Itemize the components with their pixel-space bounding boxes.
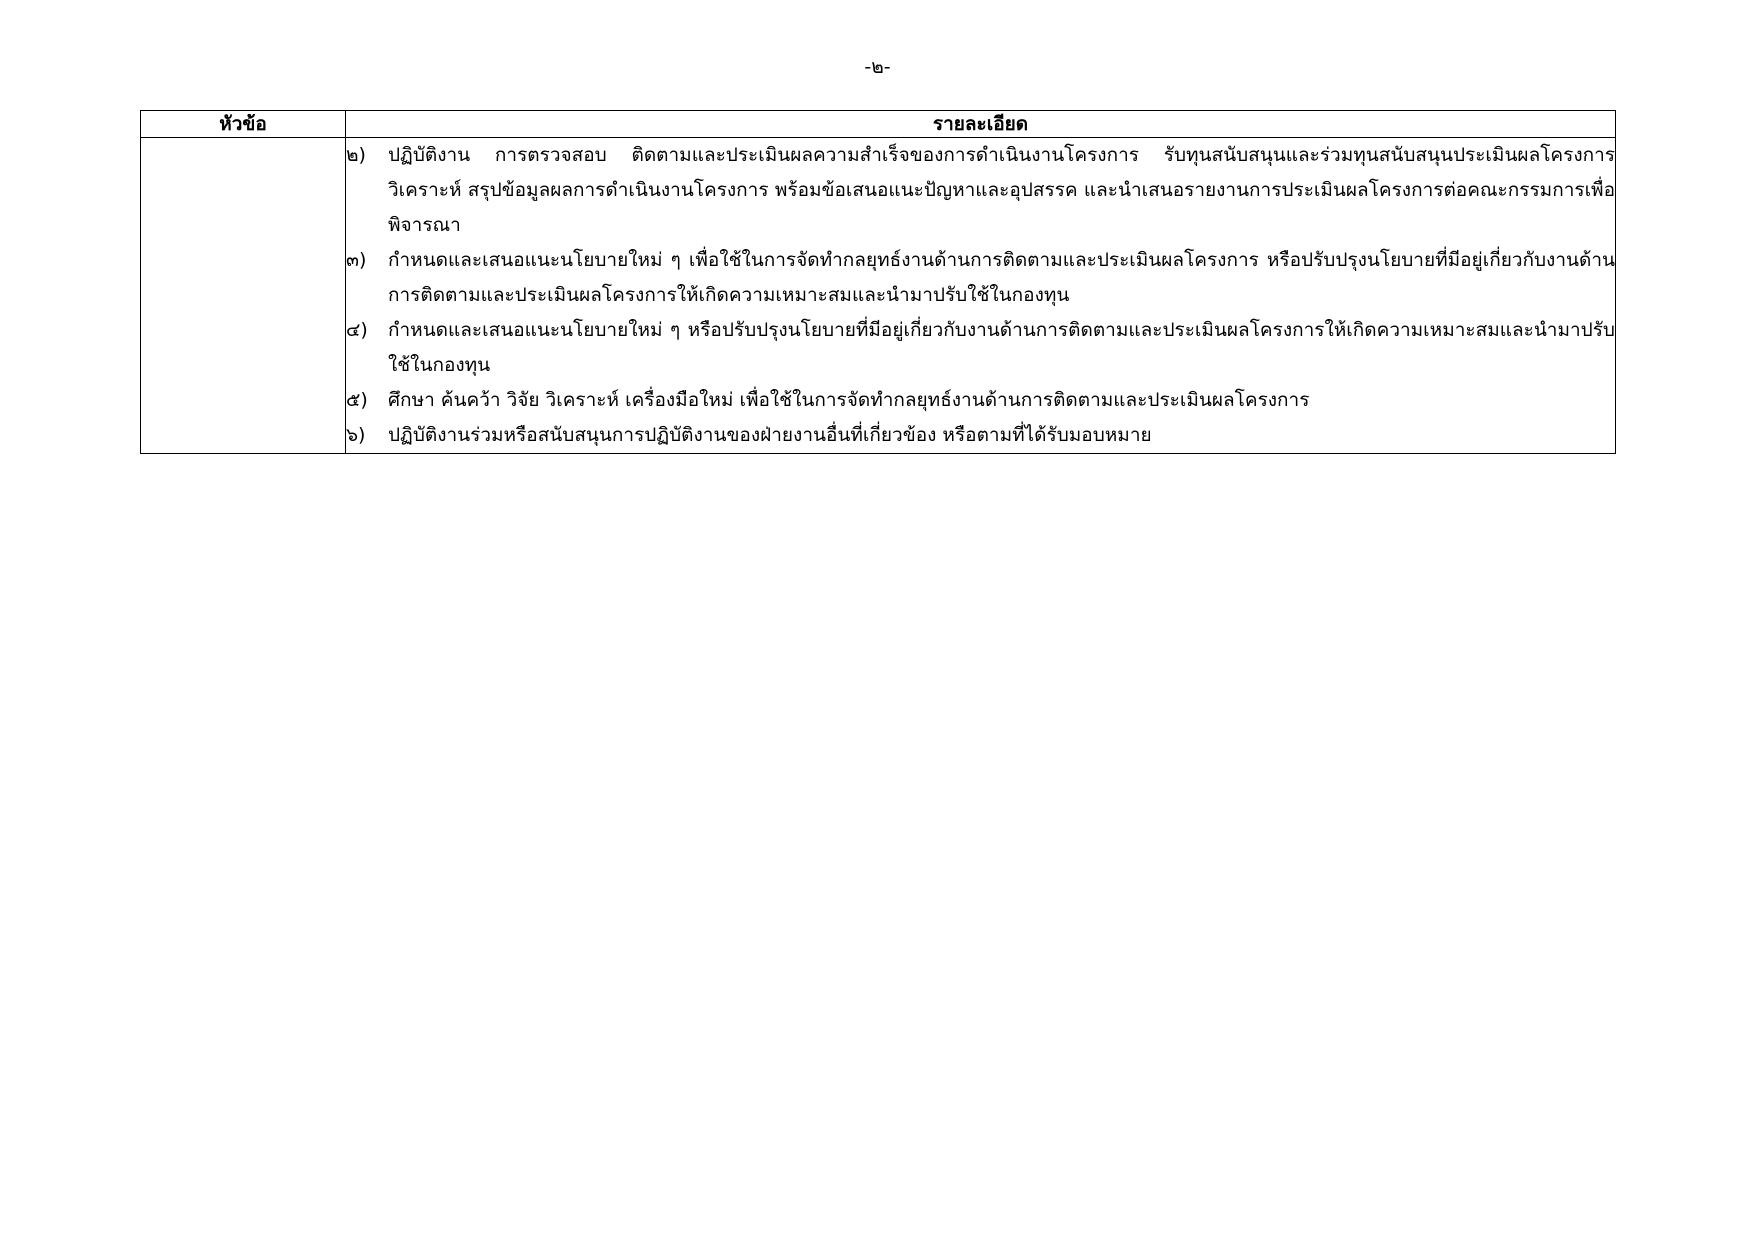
list-item-text: ศึกษา ค้นคว้า วิจัย วิเคราะห์ เครื่องมือใหม่ เพื่อใช้ในการจัดทำกลยุทธ์งานด้านการติดตามและประเมินผลโครงการ	[388, 389, 1310, 411]
detail-cell	[346, 138, 1616, 454]
list-item	[346, 313, 1615, 383]
page-number: -๒-	[864, 56, 891, 78]
column-header-detail: รายละเอียด	[346, 111, 1616, 138]
list-item-number: ๕)	[346, 389, 368, 411]
list-item	[346, 383, 1615, 418]
list-item-number: ๒)	[346, 144, 366, 166]
table-header-row	[141, 111, 1616, 138]
list-item-number: ๓)	[346, 249, 367, 271]
list-item-text: กำหนดและเสนอแนะนโยบายใหม่ ๆ เพื่อใช้ในการจัดทำกลยุทธ์งานด้านการติดตามและประเมินผลโครงการ หรือปรับปรุงนโยบายที่มีอยู่เกี่ยวกับงานด้านการติดตามและประเมินผลโครงการให้เกิดความเหมาะสมและนำมาปรับใช้ในกองทุน	[388, 249, 1615, 306]
list-item-number: ๔)	[346, 319, 368, 341]
list-item-text: กำหนดและเสนอแนะนโยบายใหม่ ๆ หรือปรับปรุงนโยบายที่มีอยู่เกี่ยวกับงานด้านการติดตามและประเมินผลโครงการให้เกิดความเหมาะสมและนำมาปรับใช้ในกองทุน	[388, 319, 1615, 376]
list-item-text: ปฏิบัติงานร่วมหรือสนับสนุนการปฏิบัติงานของฝ่ายงานอื่นที่เกี่ยวข้อง หรือตามที่ได้รับมอบหมาย	[388, 424, 1152, 446]
topic-cell	[141, 138, 346, 454]
list-item	[346, 138, 1615, 243]
list-item	[346, 243, 1615, 313]
list-item-text: ปฏิบัติงาน การตรวจสอบ ติดตามและประเมินผลความสำเร็จของการดำเนินงานโครงการ รับทุนสนับสนุนและร่วมทุนสนับสนุนประเมินผลโครงการ วิเคราะห์ สรุปข้อมูลผลการดำเนินงานโครงการ พร้อมข้อเสนอแนะปัญหาและอุปสรรค และนำเสนอรายงานการประเมินผลโครงการต่อคณะกรรมการเพื่อพิจารณา	[388, 144, 1615, 236]
column-header-topic: หัวข้อ	[141, 111, 346, 138]
list-item	[346, 418, 1615, 453]
table-row	[141, 138, 1616, 454]
details-table	[140, 110, 1616, 454]
list-item-number: ๖)	[346, 424, 366, 446]
